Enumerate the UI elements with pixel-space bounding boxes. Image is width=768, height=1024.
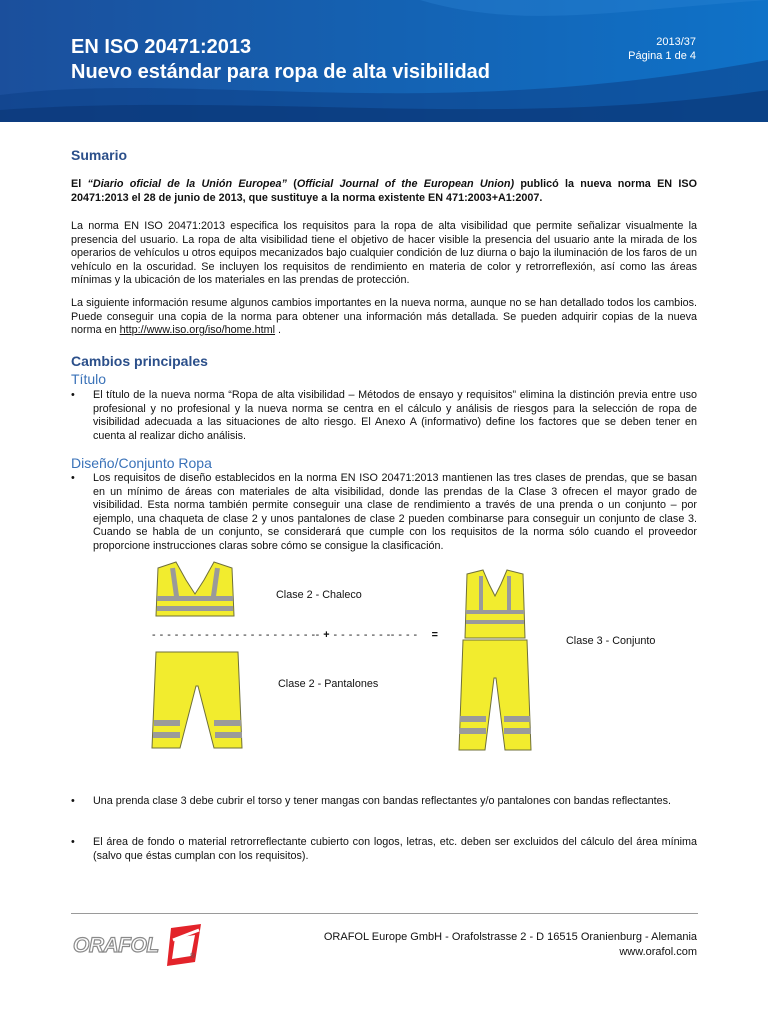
intro-text-2: ( [286,178,297,190]
iso-link[interactable]: http://www.iso.org/iso/home.html [119,324,276,337]
intro-diario-italic: “Diario oficial de la Unión Europea” [87,178,287,190]
bullet-marker: • [71,836,75,848]
label-class2-vest: Clase 2 - Chaleco [276,589,362,601]
bullet-marker: • [71,389,75,401]
document-subtitle: Nuevo estándar para ropa de alta visibilidad [71,61,491,83]
sumario-paragraph-2: La norma EN ISO 20471:2013 especifica los requisitos para la ropa de alta visibilidad que permite señalizar visualmente la presencia del usuario. La ropa de alta visibilidad tiene el objetivo de hacer visible la presencia del usuario ante la mirada de los operarios de vehículos u otros equipos mecanizados bajo cualquier condición de luz diurna o bajo la iluminación de los faros de un vehículo en la oscuridad. Se incluyen los requisitos de rendimiento en materia de color y retrorreflexión, así como las áreas mínimas y la ubicación de los materiales en las prendas de protección. [71,220,697,287]
dashes-right: - - - - - - - -- - - - [330,629,418,641]
intro-official-italic: Official Journal of the European Union) [296,178,515,190]
company-address: ORAFOL Europe GmbH - Orafolstrasse 2 - D 16515 Oranienburg - Alemania [323,931,697,943]
page-number: Página 1 de 4 [628,50,696,62]
diseno-bullet-text: Los requisitos de diseño establecidos en la norma EN ISO 20471:2013 mantienen las tres clases de prendas, que se basan en un mínimo de áreas con materiales de alta visibilidad, donde las prendas de la Clase 3 ofrecen el mayor grado de visibilidad. Esta norma también permite conseguir una clase de rendimiento a través de una prenda o un conjunto – por ejemplo, una chaqueta de clase 2 y unos pantalones de clase 2 pueden combinarse para conseguir un conjunto de clase 3. Cuando se habla de un conjunto, se considerará que cumple con los requisitos de la norma sólo cuando el proveedor proporcione instrucciones claras sobre cómo se consigue la clasificación. [93,472,697,552]
sumario-paragraph-3 [71,297,697,338]
para3-text: La siguiente información resume algunos cambios importantes en la nueva norma, aunque no se han detallado todos los cambios. Puede conseguir una copia de la norma para obtener una información más detallada. Se pueden adquirir copias de la nueva norma en [71,297,697,337]
intro-text-1: El [71,178,88,190]
label-class3-suit: Clase 3 - Conjunto [566,635,656,647]
area-bullet-text: El área de fondo o material retrorreflectante cubierto con logos, letras, etc. deben ser excluidos del cálculo del área mínima (salvo que éstas cumplan con los requisitos). [93,836,697,862]
page-info [628,35,696,63]
svg-text:®: ® [190,953,196,960]
section-heading-sumario: Sumario [71,147,128,163]
intro-paragraph [71,178,697,205]
website-link[interactable]: www.orafol.com [619,946,697,958]
equals-sign: = [431,629,439,641]
class2-vest-image [150,560,240,622]
class3-suit-image [455,568,535,754]
combination-equation [152,629,438,641]
label-class2-pants: Clase 2 - Pantalones [278,678,379,690]
header-banner [0,0,768,122]
plus-sign: + [323,629,331,641]
orafol-logo [71,922,203,972]
para3-end: . [275,324,282,337]
class2-pants-image [148,650,246,752]
issue-number: 2013/37 [656,36,696,48]
class3-bullet-text: Una prenda clase 3 debe cubrir el torso y tener mangas con bandas reflectantes y/o pantalones con bandas reflectantes. [93,795,671,807]
svg-text:ORAFOL: ORAFOL [73,934,159,957]
footer-divider [71,913,698,914]
intro-text-3: publicó la nueva norma EN ISO 20471:2013 el 28 de junio de 2013, que sustituye a la norma existente EN 471:2003+A1:2007. [71,178,697,204]
subheading-diseno: Diseño/Conjunto Ropa [71,455,212,471]
dashes-left: - - - - - - - - - - - - - - - - - - - - - -- [152,629,324,641]
bullet-marker: • [71,795,75,807]
bullet-marker: • [71,472,75,484]
document-title: EN ISO 20471:2013 [71,36,252,58]
subheading-titulo: Título [71,371,107,387]
footer-contact [324,930,697,960]
section-heading-cambios: Cambios principales [71,353,208,369]
titulo-bullet-text: El título de la nueva norma “Ropa de alta visibilidad – Métodos de ensayo y requisitos” elimina la distinción previa entre uso profesional y no profesional y la nueva norma se centra en el cálculo y análisis de riesgos para la selección de ropa de visibilidad adecuada a las situaciones de alto riesgo. El Anexo A (informativo) define los factores que se deben tener en cuenta al realizar dicho análisis. [93,389,697,442]
